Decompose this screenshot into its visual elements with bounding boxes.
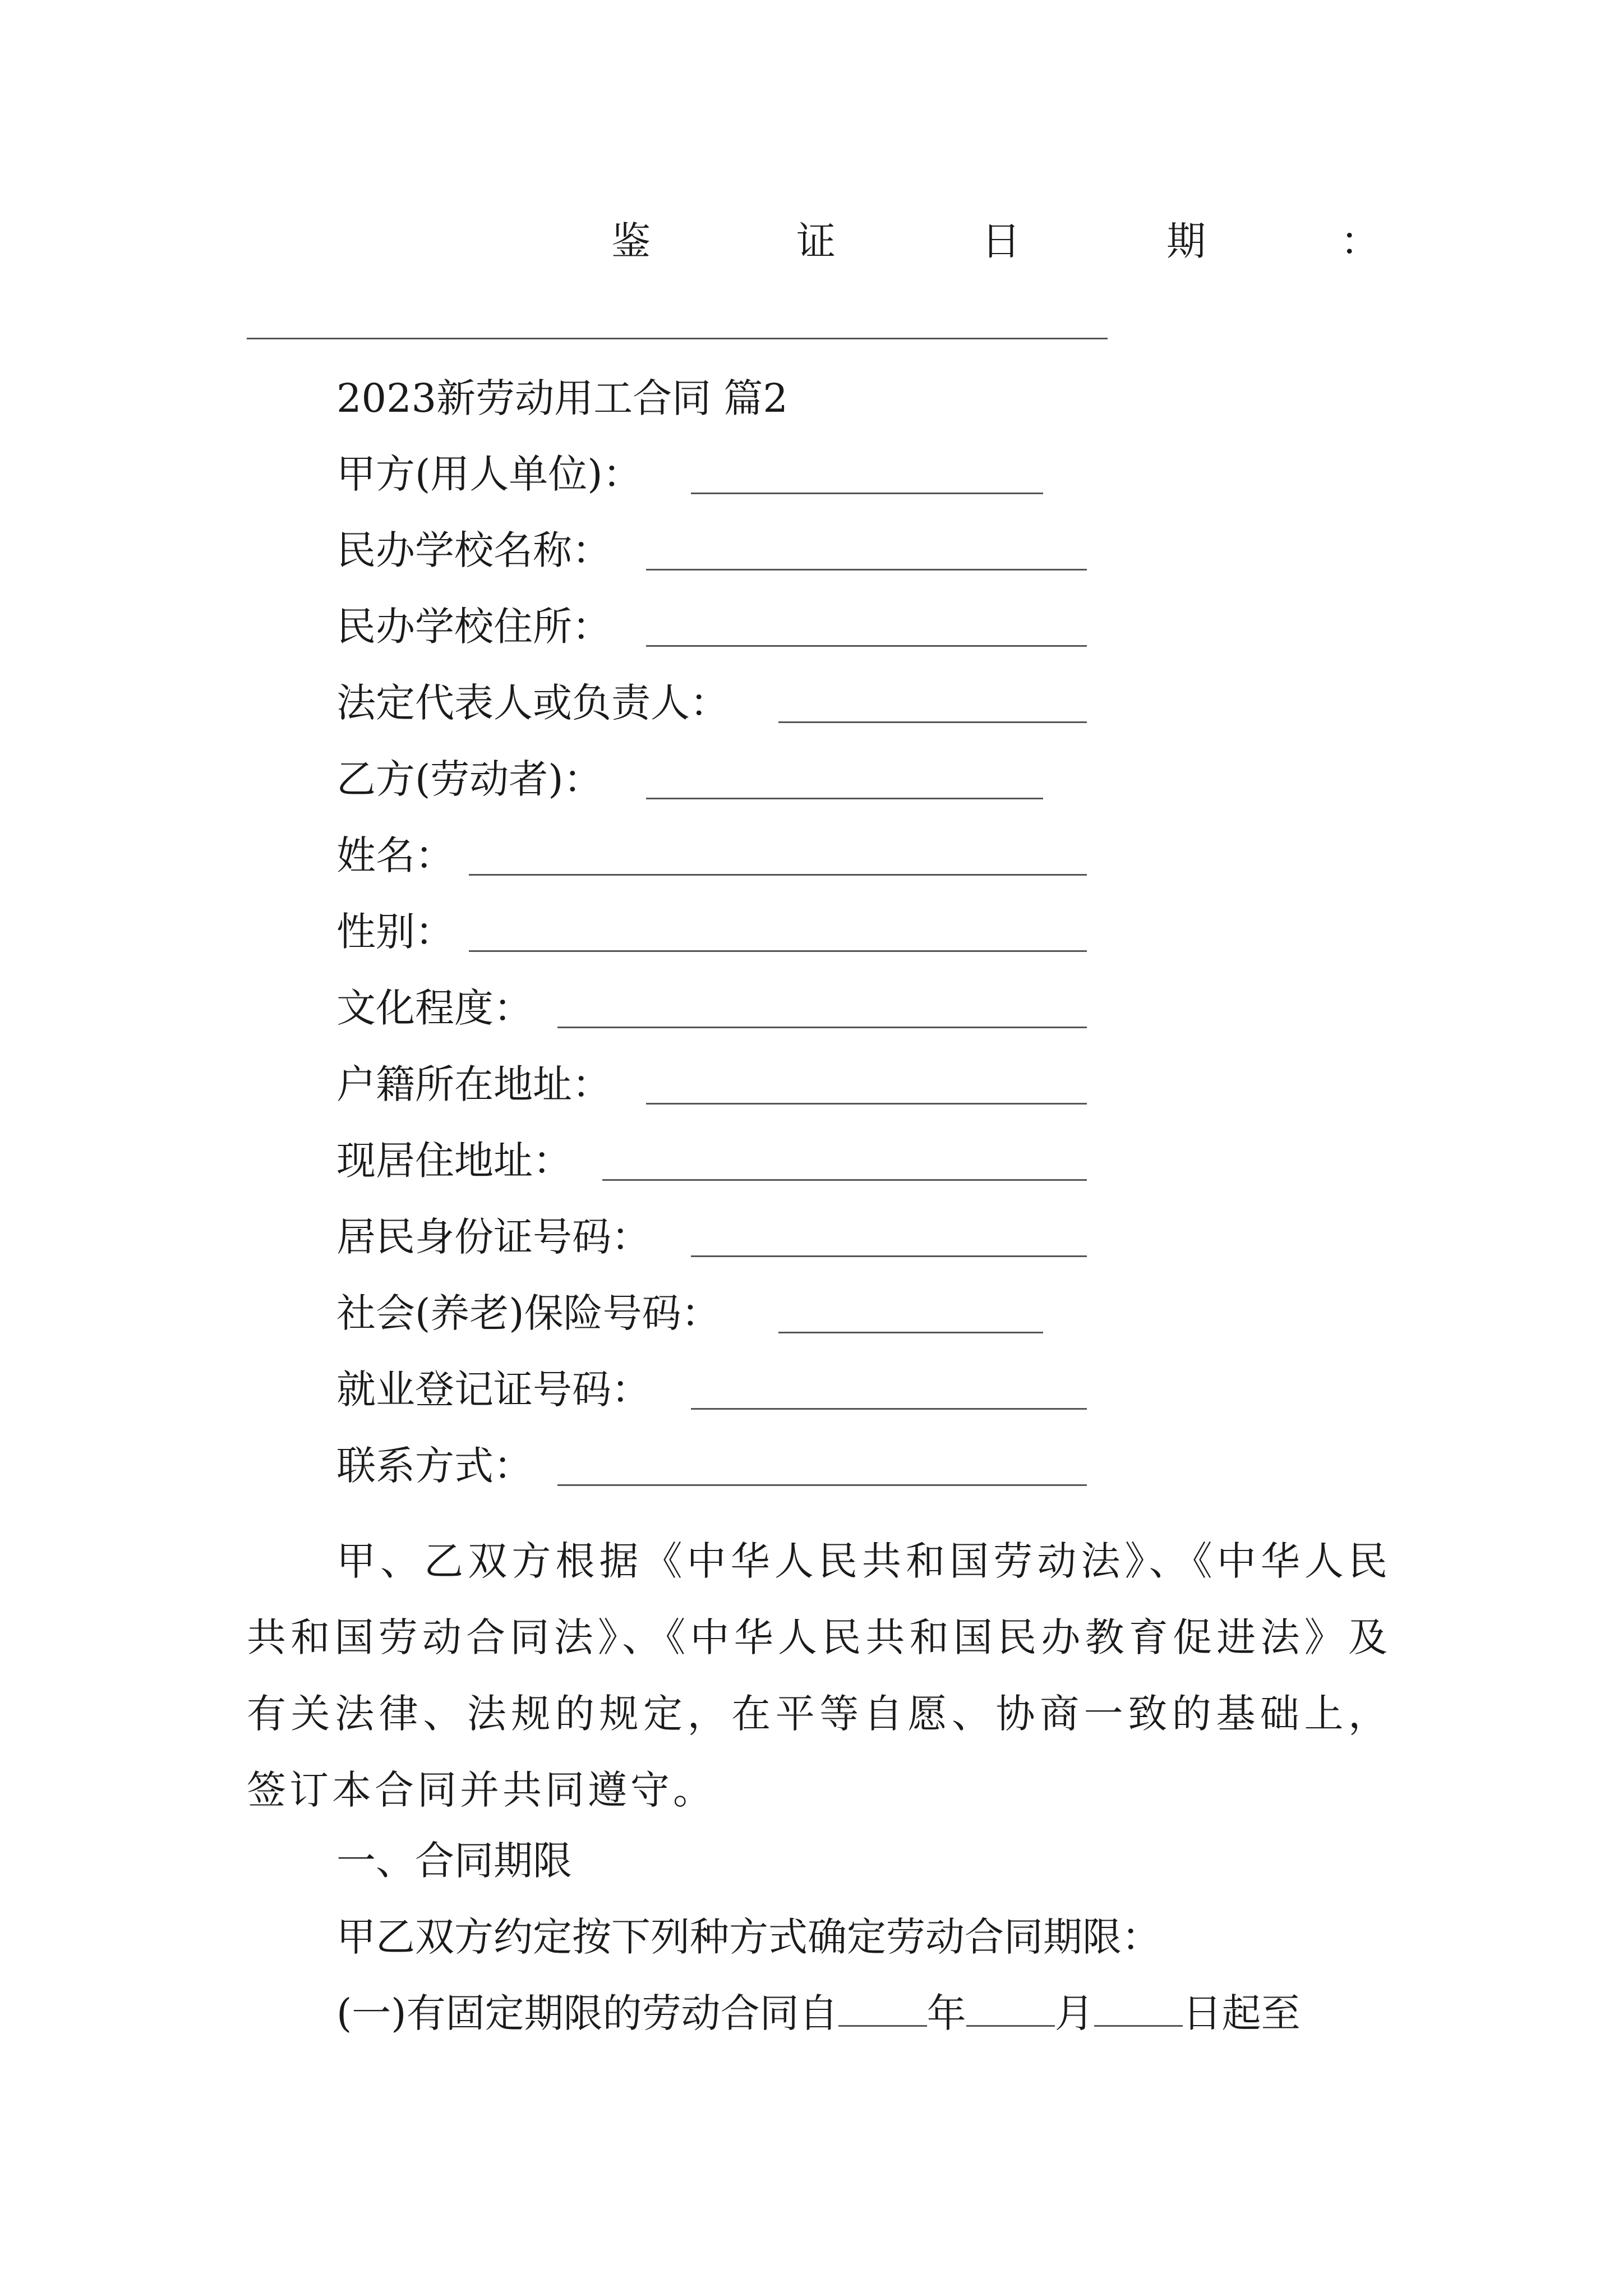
- field-label-insurance-number: 社会(养老)保险号码：: [336, 1290, 721, 1336]
- month-blank[interactable]: [966, 2025, 1055, 2027]
- verification-char: 期: [1166, 218, 1206, 264]
- field-blank-name[interactable]: [469, 874, 1087, 876]
- verification-char: 鉴: [611, 218, 651, 264]
- field-label-school-address: 民办学校住所：: [336, 604, 611, 650]
- year-blank[interactable]: [838, 2025, 927, 2027]
- field-label-contact: 联系方式：: [336, 1443, 533, 1489]
- verification-date-label: [611, 216, 1380, 266]
- verification-char: 日: [981, 218, 1021, 264]
- field-blank-contact[interactable]: [557, 1484, 1087, 1486]
- field-label-school-name: 民办学校名称：: [336, 527, 611, 573]
- field-blank-school-name[interactable]: [646, 569, 1087, 570]
- field-blank-insurance-number[interactable]: [778, 1332, 1043, 1333]
- verification-date-blank[interactable]: [247, 338, 1108, 339]
- field-blank-school-address[interactable]: [646, 645, 1087, 647]
- field-blank-education[interactable]: [557, 1027, 1087, 1028]
- field-blank-employer[interactable]: [691, 493, 1043, 494]
- fixed-term-prefix: (一)有固定期限的劳动合同自: [336, 1990, 838, 2036]
- field-blank-current-address[interactable]: [602, 1179, 1087, 1181]
- field-blank-legal-representative[interactable]: [778, 721, 1087, 723]
- field-label-legal-representative: 法定代表人或负责人：: [336, 680, 729, 726]
- field-label-name: 姓名：: [336, 832, 454, 878]
- field-blank-employee[interactable]: [646, 798, 1043, 799]
- month-label: 月: [1054, 1990, 1094, 2036]
- fixed-term-clause: [336, 1988, 1301, 2039]
- verification-char: 证: [796, 218, 836, 264]
- section-title: 2023新劳动用工合同 篇2: [336, 375, 788, 421]
- article-one-intro: 甲乙双方约定按下列种方式确定劳动合同期限：: [336, 1914, 1161, 1960]
- field-blank-id-number[interactable]: [691, 1255, 1087, 1257]
- verification-char: ：: [1340, 218, 1380, 264]
- field-label-household-address: 户籍所在地址：: [336, 1061, 611, 1107]
- intro-paragraph: 甲、乙双方根据《中华人民共和国劳动法》、《中华人民共和国劳动合同法》、《中华人民共和国民办教育促进法》及有关法律、法规的规定，在平等自愿、协商一致的基础上，签订本合同并共同遵守。: [247, 1538, 1391, 1813]
- field-blank-employment-registration[interactable]: [691, 1408, 1087, 1410]
- field-label-gender: 性别：: [336, 909, 454, 955]
- year-label: 年: [926, 1990, 966, 2036]
- field-blank-gender[interactable]: [469, 950, 1087, 952]
- article-one-heading: 一、合同期限: [336, 1838, 572, 1884]
- field-label-employer: 甲方(用人单位)：: [336, 451, 642, 497]
- field-label-education: 文化程度：: [336, 985, 533, 1031]
- field-label-employee: 乙方(劳动者)：: [336, 756, 603, 802]
- field-label-current-address: 现居住地址：: [336, 1138, 572, 1184]
- day-blank[interactable]: [1094, 2025, 1183, 2027]
- day-until-label: 日起至: [1182, 1990, 1301, 2036]
- field-label-employment-registration: 就业登记证号码：: [336, 1366, 651, 1412]
- field-blank-household-address[interactable]: [646, 1103, 1087, 1105]
- field-label-id-number: 居民身份证号码：: [336, 1214, 651, 1260]
